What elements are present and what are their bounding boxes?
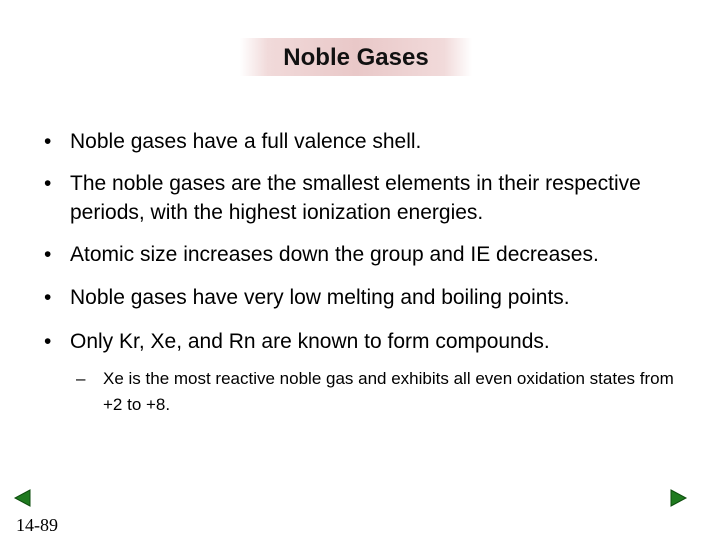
triangle-left-icon [13, 488, 33, 508]
bullet-dot: • [44, 130, 52, 153]
bullet-text: Only Kr, Xe, and Rn are known to form compounds. [70, 330, 550, 353]
prev-slide-button[interactable] [13, 488, 33, 508]
sub-bullet-text: Xe is the most reactive noble gas and exhibits all even oxidation states from +2 to +8. [103, 369, 674, 414]
bullet-dot: • [44, 286, 52, 309]
triangle-right-icon [668, 488, 688, 508]
bullet-text: Noble gases have a full valence shell. [70, 130, 422, 153]
sub-bullet-dash: – [76, 369, 86, 388]
bullet-dot: • [44, 330, 52, 353]
title-band [240, 38, 472, 76]
bullet-item [44, 127, 694, 156]
bullet-text: Noble gases have very low melting and boiling points. [70, 286, 570, 309]
bullet-text: The noble gases are the smallest elements in their respective periods, with the highest ionization energies. [70, 172, 641, 224]
bullet-item [44, 240, 694, 269]
next-slide-button[interactable] [668, 488, 688, 508]
bullet-text: Atomic size increases down the group and IE decreases. [70, 243, 599, 266]
sub-bullet-item [76, 366, 686, 418]
bullet-item [44, 283, 694, 312]
bullet-dot: • [44, 172, 52, 195]
bullet-dot: • [44, 243, 52, 266]
bullet-item [44, 327, 694, 356]
slide-number: 14-89 [16, 515, 58, 535]
slide-title: Noble Gases [283, 44, 429, 71]
bullet-item [44, 169, 694, 227]
